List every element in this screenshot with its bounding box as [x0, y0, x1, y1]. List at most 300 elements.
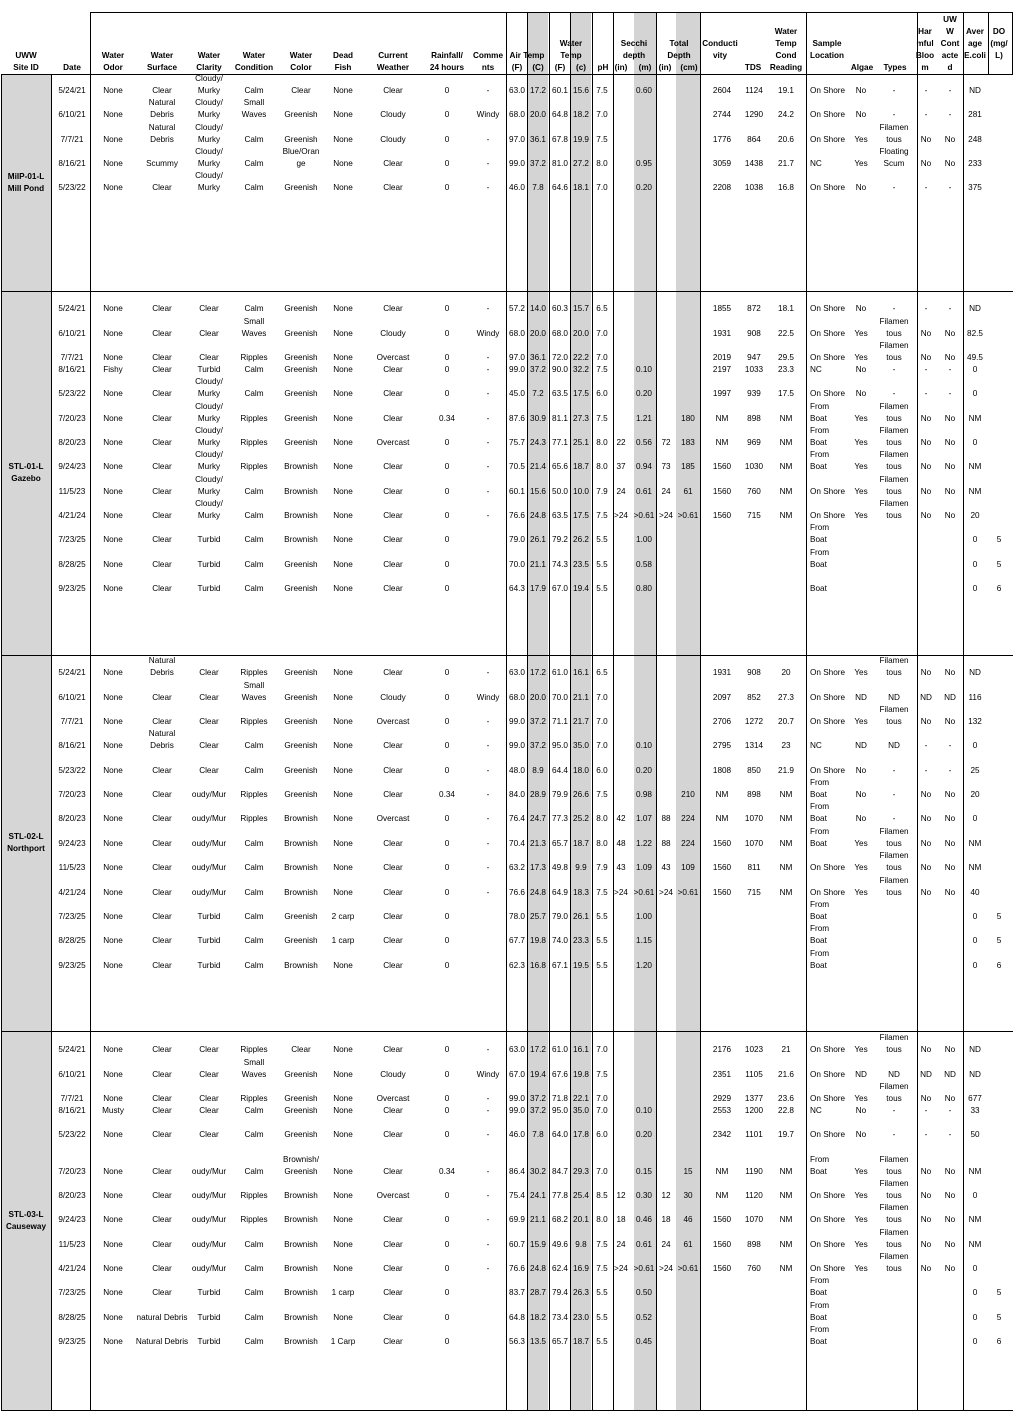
cell-rain: 0 [444, 1130, 450, 1139]
cell-air-f: 87.6 [509, 414, 525, 423]
cell-comments: - [486, 1215, 490, 1224]
cell-loc: On Shore [810, 1215, 846, 1224]
cell-odor: None [103, 110, 123, 119]
cell-water-c: 22.2 [573, 353, 589, 362]
cell-date: 7/23/25 [58, 1288, 86, 1297]
cell-types: Filamen tous [879, 1252, 909, 1273]
cell-types: Filamen tous [879, 827, 909, 848]
cell-weather: Clear [383, 584, 403, 593]
cell-wtc: NM [779, 1191, 793, 1200]
cell-contacted: No [944, 863, 956, 872]
cell-ecoli: ND [969, 304, 981, 313]
cell-wtc: 19.7 [778, 1130, 794, 1139]
cell-odor: None [103, 1240, 123, 1249]
cell-algae: Yes [854, 511, 868, 520]
cell-algae: ND [855, 741, 867, 750]
cell-wtc: NM [779, 863, 793, 872]
cell-surface: Clear [152, 438, 172, 447]
cell-water-f: 77.3 [552, 814, 568, 823]
cell-wtc: NM [779, 1240, 793, 1249]
cell-water-f: 67.1 [552, 961, 568, 970]
cell-tds: 715 [747, 888, 761, 897]
cell-rain: 0 [444, 365, 450, 374]
cell-secchi-m: 1.21 [636, 414, 652, 423]
cell-loc: On Shore [810, 1191, 846, 1200]
cell-water-f: 64.8 [552, 110, 568, 119]
cell-rain: 0 [444, 936, 450, 945]
cell-harmful: No [920, 839, 932, 848]
cell-secchi-m: 1.00 [636, 912, 652, 921]
cell-surface: Clear [152, 1167, 172, 1176]
cell-clarity: Cloudy/ Murky [195, 450, 223, 471]
cell-odor: None [103, 814, 123, 823]
cell-weather: Clear [383, 1337, 403, 1346]
cell-surface: Clear [152, 560, 172, 569]
cell-wtc: NM [779, 888, 793, 897]
cell-ecoli: 0 [972, 584, 978, 593]
cell-loc: On Shore [810, 668, 846, 677]
cell-ph: 7.5 [596, 511, 608, 520]
cell-water-f: 61.0 [552, 1045, 568, 1054]
cell-date: 7/7/21 [60, 1094, 84, 1103]
cell-ecoli: NM [968, 1167, 982, 1176]
cell-surface: Clear [152, 1288, 172, 1297]
cell-condition: Calm [244, 741, 264, 750]
cell-water-f: 67.8 [552, 135, 568, 144]
cell-secchi-in: 48 [616, 839, 626, 848]
cell-cond: NM [715, 1167, 729, 1176]
cell-ph: 6.0 [596, 1130, 608, 1139]
cell-loc: On Shore [810, 304, 846, 313]
cell-contacted: No [944, 329, 956, 338]
cell-contacted: No [944, 462, 956, 471]
cell-rain: 0 [444, 353, 450, 362]
cell-color: Brownish [284, 1215, 318, 1224]
cell-types: ND [888, 741, 900, 750]
cell-comments: - [486, 814, 490, 823]
cell-cond: 1560 [712, 1240, 732, 1249]
cell-clarity: oudy/Mur [191, 1264, 227, 1273]
cell-water-f: 49.8 [552, 863, 568, 872]
cell-comments: - [486, 183, 490, 192]
cell-odor: None [103, 135, 123, 144]
cell-comments: - [486, 790, 490, 799]
cell-ph: 7.5 [596, 1264, 608, 1273]
cell-date: 8/16/21 [58, 159, 86, 168]
cell-total-in: 43 [661, 863, 671, 872]
cell-date: 8/28/25 [58, 560, 86, 569]
cell-water-c: 15.6 [573, 86, 589, 95]
cell-condition: Ripples [240, 438, 268, 447]
cell-air-f: 57.2 [509, 304, 525, 313]
cell-water-c: 22.1 [573, 1094, 589, 1103]
cell-tds: 1023 [744, 1045, 764, 1054]
cell-algae: No [855, 365, 867, 374]
cell-total-in: >24 [659, 888, 673, 897]
cell-types: - [892, 110, 896, 119]
cell-clarity: oudy/Mur [191, 1215, 227, 1224]
cell-date: 5/24/21 [58, 668, 86, 677]
cell-ph: 7.0 [596, 693, 608, 702]
cell-ph: 5.5 [596, 560, 608, 569]
cell-types: - [892, 1106, 896, 1115]
cell-tds: 947 [747, 353, 761, 362]
cell-date: 9/24/23 [58, 462, 86, 471]
cell-ecoli: 132 [968, 717, 982, 726]
cell-color: Brownish [284, 1240, 318, 1249]
cell-water-c: 26.1 [573, 912, 589, 921]
cell-comments: Windy [476, 110, 500, 119]
cell-ecoli: 0 [972, 535, 978, 544]
cell-wtc: NM [779, 511, 793, 520]
cell-rain: 0 [444, 86, 450, 95]
cell-secchi-in: >24 [614, 888, 628, 897]
cell-ecoli: ND [969, 1045, 981, 1054]
cell-loc: From Boat [810, 900, 830, 921]
water-temp-cond-header: Water Temp Cond Reading [769, 27, 803, 72]
cell-air-f: 60.1 [509, 487, 525, 496]
cell-weather: Clear [383, 159, 403, 168]
cell-total-cm: >0.61 [677, 1264, 699, 1273]
cell-cond: 2197 [712, 365, 732, 374]
cell-air-c: 24.8 [530, 1264, 546, 1273]
cell-surface: Clear [152, 1106, 172, 1115]
cell-color: Brownish [284, 535, 318, 544]
cell-ecoli: 0 [972, 1288, 978, 1297]
cell-ecoli: 0 [972, 814, 978, 823]
cell-water-c: 18.2 [573, 110, 589, 119]
cell-odor: None [103, 438, 123, 447]
cell-water-f: 65.7 [552, 1337, 568, 1346]
cell-air-c: 37.2 [530, 1094, 546, 1103]
cell-fish: None [333, 814, 353, 823]
cell-water-c: 26.2 [573, 535, 589, 544]
cell-air-c: 24.3 [530, 438, 546, 447]
cell-date: 11/5/23 [58, 863, 86, 872]
cell-weather: Clear [383, 1045, 403, 1054]
cell-ph: 7.0 [596, 1106, 608, 1115]
cell-air-c: 37.2 [530, 741, 546, 750]
cell-water-c: 19.9 [573, 135, 589, 144]
cell-types: - [892, 183, 896, 192]
cell-rain: 0 [444, 741, 450, 750]
cell-date: 6/10/21 [58, 110, 86, 119]
cell-surface: Clear [152, 888, 172, 897]
cell-weather: Clear [383, 183, 403, 192]
cell-contacted: No [944, 717, 956, 726]
cell-rain: 0 [444, 839, 450, 848]
cell-wtc: 21 [781, 1045, 791, 1054]
cell-water-c: 21.1 [573, 693, 589, 702]
cell-comments: - [486, 1106, 490, 1115]
cell-secchi-m: 0.20 [636, 389, 652, 398]
cell-ph: 7.0 [596, 353, 608, 362]
cell-cond: 1560 [712, 863, 732, 872]
cell-date: 4/21/24 [58, 511, 86, 520]
cell-contacted: No [944, 888, 956, 897]
cell-odor: None [103, 961, 123, 970]
cell-clarity: Clear [199, 693, 219, 702]
total-depth-header: Total Depth [667, 39, 691, 60]
cell-fish: None [333, 1191, 353, 1200]
cell-water-c: 20.0 [573, 329, 589, 338]
cell-surface: Clear [152, 584, 172, 593]
cell-cond: 2342 [712, 1130, 732, 1139]
cell-odor: None [103, 462, 123, 471]
cell-total-cm: 183 [681, 438, 695, 447]
cell-water-f: 79.4 [552, 1288, 568, 1297]
cell-water-c: 19.4 [573, 584, 589, 593]
cell-loc: On Shore [810, 183, 846, 192]
cell-weather: Clear [383, 365, 403, 374]
cell-air-f: 63.0 [509, 668, 525, 677]
cell-secchi-m: 0.80 [636, 584, 652, 593]
cell-secchi-in: 37 [616, 462, 626, 471]
cell-clarity: Cloudy/ Murky [195, 98, 223, 119]
cell-rain: 0 [444, 1337, 450, 1346]
water-temp-c-header: (c) [575, 63, 586, 72]
cell-color: Brownish [284, 814, 318, 823]
cell-clarity: oudy/Mur [191, 1167, 227, 1176]
cell-tds: 852 [747, 693, 761, 702]
cell-secchi-in: 18 [616, 1215, 626, 1224]
cell-color: Greenish [284, 741, 318, 750]
cell-loc: Boat [810, 584, 827, 593]
cell-harmful: - [924, 389, 928, 398]
cell-water-c: 16.9 [573, 1264, 589, 1273]
cell-algae: Yes [854, 1167, 868, 1176]
cell-types: ND [888, 693, 900, 702]
cell-color: Brownish [284, 1264, 318, 1273]
cell-harmful: - [924, 110, 928, 119]
cell-surface: Clear [152, 1240, 172, 1249]
cell-water-f: 79.9 [552, 790, 568, 799]
cell-weather: Clear [383, 1130, 403, 1139]
cell-total-cm: 61 [683, 487, 693, 496]
cell-condition: Calm [244, 936, 264, 945]
cell-harmful: - [924, 766, 928, 775]
cell-wtc: NM [779, 487, 793, 496]
cell-weather: Overcast [376, 1191, 410, 1200]
cell-color: Greenish [284, 717, 318, 726]
cell-rain: 0 [444, 863, 450, 872]
cell-secchi-m: 0.10 [636, 365, 652, 374]
cell-tds: 939 [747, 389, 761, 398]
cell-weather: Clear [383, 1288, 403, 1297]
cell-fish: None [333, 839, 353, 848]
cell-total-in: 88 [661, 839, 671, 848]
cell-loc: On Shore [810, 888, 846, 897]
cell-loc: On Shore [810, 717, 846, 726]
cell-fish: None [333, 1240, 353, 1249]
cell-fish: None [333, 1167, 353, 1176]
cell-surface: Clear [152, 912, 172, 921]
cell-condition: Ripples [240, 668, 268, 677]
cell-secchi-m: 0.20 [636, 766, 652, 775]
cell-fish: None [333, 560, 353, 569]
cell-harmful: No [920, 462, 932, 471]
cell-odor: None [103, 1313, 123, 1322]
cell-color: Brownish [284, 961, 318, 970]
cell-rain: 0 [444, 511, 450, 520]
cell-ecoli: ND [969, 668, 981, 677]
cell-rain: 0 [444, 438, 450, 447]
cell-clarity: Turbid [197, 560, 221, 569]
cell-air-c: 17.2 [530, 1045, 546, 1054]
cell-water-f: 74.3 [552, 560, 568, 569]
cell-surface: Natural Debris [148, 123, 176, 144]
cell-water-c: 18.7 [573, 462, 589, 471]
cell-loc: On Shore [810, 863, 846, 872]
cell-harmful: No [920, 511, 932, 520]
cell-algae: No [855, 110, 867, 119]
cell-condition: Calm [244, 535, 264, 544]
cell-weather: Clear [383, 766, 403, 775]
cell-odor: None [103, 329, 123, 338]
cell-odor: None [103, 1167, 123, 1176]
cell-wtc: 22.8 [778, 1106, 794, 1115]
cell-air-c: 13.5 [530, 1337, 546, 1346]
cell-harmful: No [920, 1167, 932, 1176]
cell-surface: Natural Debris [148, 98, 176, 119]
cell-surface: Natural Debris [148, 729, 176, 750]
cell-types: Filamen tous [879, 705, 909, 726]
cell-secchi-m: 0.61 [636, 487, 652, 496]
cell-ph: 5.5 [596, 961, 608, 970]
cell-harmful: No [920, 1094, 932, 1103]
cell-rain: 0 [444, 961, 450, 970]
cell-loc: From Boat [810, 827, 830, 848]
cell-air-f: 63.2 [509, 863, 525, 872]
cell-wtc: NM [779, 814, 793, 823]
cell-types: - [892, 86, 896, 95]
cell-color: Greenish [284, 790, 318, 799]
cell-loc: On Shore [810, 1130, 846, 1139]
cell-secchi-m: 0.95 [636, 159, 652, 168]
cell-surface: Clear [152, 961, 172, 970]
cell-secchi-in: 22 [616, 438, 626, 447]
cell-contacted: - [948, 389, 952, 398]
cell-ecoli: 677 [968, 1094, 982, 1103]
cell-date: 5/23/22 [58, 766, 86, 775]
cell-air-c: 24.8 [530, 888, 546, 897]
cell-algae: ND [855, 693, 867, 702]
cell-condition: Ripples [240, 462, 268, 471]
cell-weather: Overcast [376, 438, 410, 447]
cell-clarity: oudy/Mur [191, 1191, 227, 1200]
cell-contacted: - [948, 1106, 952, 1115]
cell-clarity: oudy/Mur [191, 888, 227, 897]
cell-secchi-in: 43 [616, 863, 626, 872]
cell-loc: From Boat [810, 523, 830, 544]
secchi-in-header: (in) [614, 63, 628, 72]
cell-condition: Calm [244, 304, 264, 313]
cell-fish: None [333, 1264, 353, 1273]
cell-fish: None [333, 365, 353, 374]
cell-air-c: 17.2 [530, 86, 546, 95]
cell-water-f: 67.0 [552, 584, 568, 593]
cell-ph: 8.0 [596, 159, 608, 168]
cell-odor: None [103, 741, 123, 750]
cell-clarity: Turbid [197, 936, 221, 945]
cell-secchi-in: >24 [614, 1264, 628, 1273]
cell-air-f: 64.8 [509, 1313, 525, 1322]
cell-comments: - [486, 1191, 490, 1200]
cell-rain: 0 [444, 1094, 450, 1103]
cell-cond: 1560 [712, 888, 732, 897]
cell-water-f: 61.0 [552, 668, 568, 677]
cell-contacted: No [944, 839, 956, 848]
cell-tds: 872 [747, 304, 761, 313]
cell-weather: Clear [383, 888, 403, 897]
cell-rain: 0 [444, 1288, 450, 1297]
cell-wtc: 20.6 [778, 135, 794, 144]
cell-secchi-in: >24 [614, 511, 628, 520]
cell-secchi-m: 0.10 [636, 741, 652, 750]
cell-color: Greenish [284, 329, 318, 338]
cell-color: Brownish [284, 863, 318, 872]
cell-loc: On Shore [810, 110, 846, 119]
cell-air-c: 7.2 [532, 389, 544, 398]
cell-air-f: 62.3 [509, 961, 525, 970]
water-color-header: Water Color [289, 51, 313, 72]
cell-wtc: NM [779, 438, 793, 447]
cell-odor: None [103, 888, 123, 897]
cell-fish: None [333, 304, 353, 313]
cell-cond: NM [715, 438, 729, 447]
cell-total-cm: 109 [681, 863, 695, 872]
cell-loc: NC [810, 159, 822, 168]
cell-tds: 908 [747, 329, 761, 338]
cell-rain: 0 [444, 1264, 450, 1273]
cell-tds: 1105 [745, 1070, 763, 1079]
cell-condition: Calm [244, 183, 264, 192]
cell-harmful: No [920, 814, 932, 823]
site-label: STL-01-L Gazebo [8, 462, 44, 483]
cell-color: Greenish [284, 766, 318, 775]
cell-rain: 0 [444, 462, 450, 471]
cell-cond: 1560 [712, 1264, 732, 1273]
cell-odor: None [103, 717, 123, 726]
cell-tds: 1124 [745, 86, 763, 95]
cell-algae: Yes [854, 839, 868, 848]
cell-secchi-m: >0.61 [633, 888, 655, 897]
cell-secchi-m: 0.94 [636, 462, 652, 471]
cell-secchi-m: 0.45 [636, 1337, 652, 1346]
cell-ecoli: 0 [972, 1337, 978, 1346]
cell-fish: 1 carp [331, 936, 355, 945]
cell-condition: Calm [244, 961, 264, 970]
cell-ph: 8.0 [596, 462, 608, 471]
cell-air-c: 15.9 [530, 1240, 546, 1249]
cell-cond: 1808 [712, 766, 732, 775]
cell-color: Greenish [284, 668, 318, 677]
cell-contacted: No [944, 1264, 956, 1273]
cell-surface: Clear [152, 1070, 172, 1079]
cell-contacted: No [944, 1167, 956, 1176]
cell-tds: 1070 [744, 1215, 764, 1224]
cell-condition: Calm [244, 888, 264, 897]
cell-ph: 7.5 [596, 1240, 608, 1249]
cell-air-c: 19.4 [530, 1070, 546, 1079]
cell-weather: Clear [383, 511, 403, 520]
cell-weather: Clear [383, 1313, 403, 1322]
cell-clarity: Cloudy/ Murky [195, 426, 223, 447]
cell-date: 9/23/25 [58, 584, 86, 593]
cell-comments: Windy [476, 1070, 500, 1079]
cell-types: - [892, 1130, 896, 1139]
cell-secchi-m: >0.61 [633, 511, 655, 520]
